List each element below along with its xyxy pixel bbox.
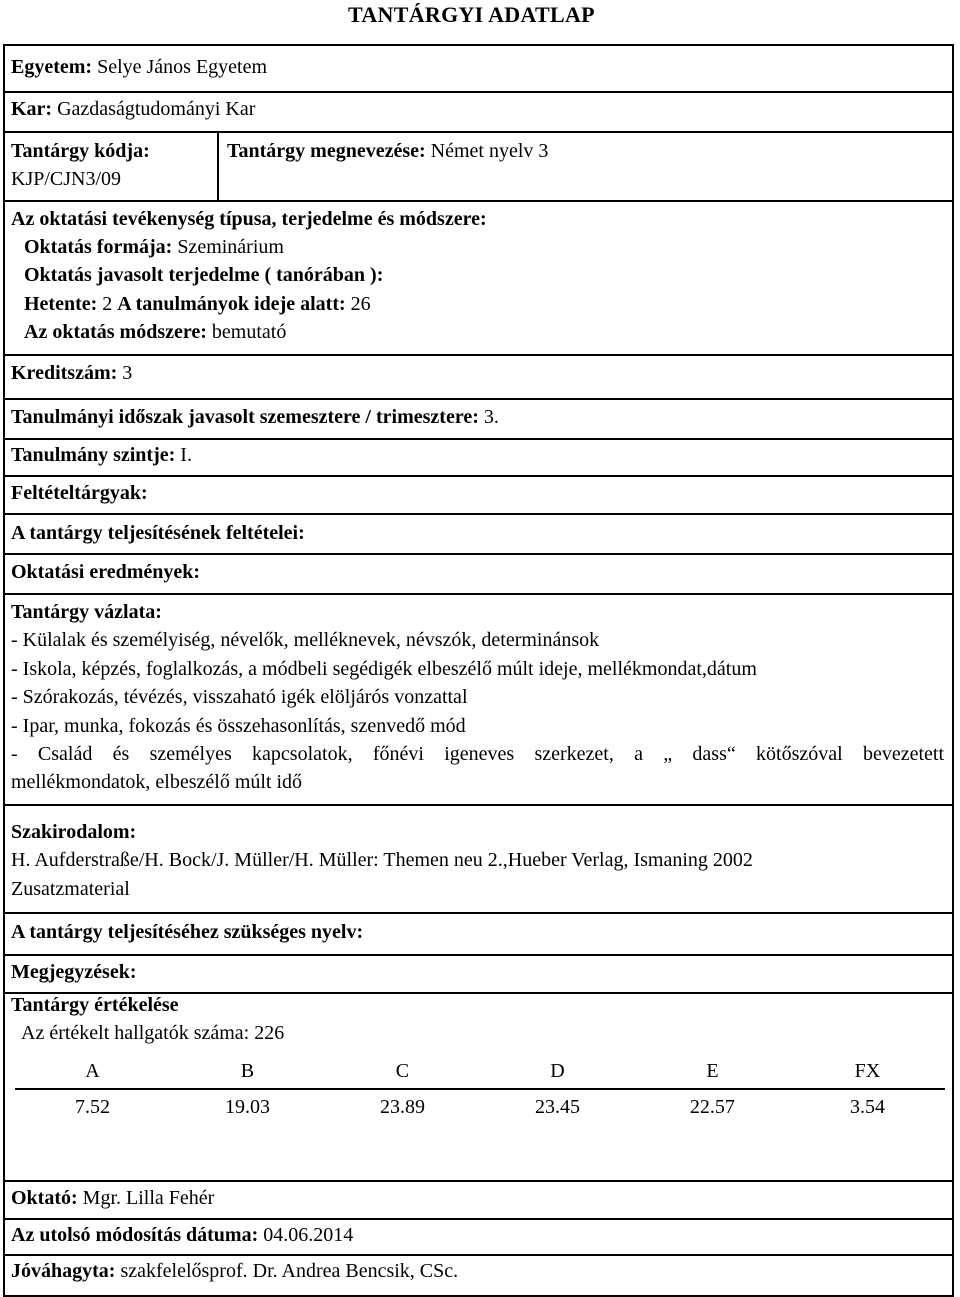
teaching-hours (24, 293, 371, 316)
outline-item: - Szórakozás, tévézés, visszaható igék elöljárós vonzattal (11, 686, 468, 708)
teaching-form-label: Oktatás formája: (24, 236, 173, 258)
grade-percent: 3.54 (849, 1095, 885, 1118)
faculty-value: Gazdaságtudományi Kar (57, 98, 256, 120)
faculty-row (5, 91, 952, 131)
outline-item: - Ipar, munka, fokozás és összehasonlítás, szenvedő mód (11, 715, 466, 737)
outline-item: - Család és személyes kapcsolatok, főnévi igeneves szerkezet, a „ dass“ kötőszóval bevezetett (11, 743, 944, 765)
grade-percent: 7.52 (74, 1095, 110, 1118)
prerequisites-label: Feltételtárgyak: (11, 482, 148, 504)
outline-item: mellékmondatok, elbeszélő múlt idő (11, 771, 303, 793)
credits-value: 3 (122, 362, 133, 384)
semester-value: 3. (483, 406, 499, 428)
course-name-value: Német nyelv 3 (430, 140, 549, 162)
outline-item: - Külalak és személyiség, névelők, melléknevek, névszók, determinánsok (11, 629, 600, 651)
approved-label: Jóváhagyta: (11, 1260, 116, 1282)
teaching-form (24, 236, 284, 259)
teaching-method (24, 321, 286, 344)
outline-item: - Iskola, képzés, foglalkozás, a módbeli segédigék elbeszélő múlt ideje, mellékmondat,dátum (11, 658, 757, 680)
university-value: Selye János Egyetem (97, 56, 268, 78)
modified-row (5, 1218, 952, 1254)
course-name-label: Tantárgy megnevezése: (227, 140, 426, 162)
literature-item: Zusatzmaterial (11, 878, 130, 900)
teacher-label: Oktató: (11, 1187, 78, 1209)
course-code-row (5, 131, 952, 200)
weekly-label: Hetente: (24, 293, 98, 315)
approved-value: szakfelelősprof. Dr. Andrea Bencsik, CSc. (120, 1260, 459, 1282)
university-row (5, 46, 952, 91)
grade-percent: 19.03 (224, 1095, 270, 1118)
grade-header: A (15, 1054, 170, 1089)
teaching-form-value: Szeminárium (177, 236, 284, 258)
course-code-label: Tantárgy kódja: (11, 140, 150, 162)
prerequisites-row (5, 475, 952, 513)
method-label: Az oktatás módszere: (24, 321, 207, 343)
course-datasheet-table (3, 44, 954, 1297)
evaluation-label: Tantárgy értékelése (11, 994, 179, 1016)
grade-header: D (480, 1054, 635, 1089)
level-label: Tanulmány szintje: (11, 444, 176, 466)
literature-item: H. Aufderstraße/H. Bock/J. Müller/H. Müller: Themen neu 2.,Hueber Verlag, Ismaning 2002 (11, 849, 753, 871)
completion-label: A tantárgy teljesítésének feltételei: (11, 522, 305, 544)
credits (11, 362, 132, 385)
language-row (5, 912, 952, 954)
teaching-heading: Az oktatási tevékenység típusa, terjedelme és módszere: (11, 208, 487, 230)
grade-percent: 22.57 (689, 1095, 735, 1118)
grade-percent: 23.45 (534, 1095, 580, 1118)
teacher-value: Mgr. Lilla Fehér (82, 1187, 215, 1209)
approved-row (5, 1254, 952, 1282)
teacher-row (5, 1180, 952, 1218)
semester-label: Tanulmányi időszak javasolt szemesztere / trimesztere: (11, 406, 479, 428)
literature-label: Szakirodalom: (11, 821, 137, 843)
semester-row (5, 398, 952, 438)
document-title: TANTÁRGYI ADATLAP (348, 2, 595, 27)
teaching-section (5, 200, 952, 398)
notes-label: Megjegyzések: (11, 961, 137, 983)
grade-distribution-table (15, 1054, 945, 1124)
completion-row (5, 513, 952, 553)
modified-label: Az utolsó módosítás dátuma: (11, 1224, 259, 1246)
grade-header: E (635, 1054, 790, 1089)
weekly-value: 2 (102, 293, 113, 315)
grade-percent: 23.89 (379, 1095, 425, 1118)
method-value: bemutató (211, 321, 287, 343)
grade-header: FX (790, 1054, 945, 1089)
teaching-scope-label: Oktatás javasolt terjedelme ( tanórában ): (24, 264, 384, 286)
credits-label: Kreditszám: (11, 362, 118, 384)
total-label: A tanulmányok ideje alatt: (117, 293, 346, 315)
total-value: 26 (350, 293, 371, 315)
outline-section (5, 593, 952, 804)
literature-section (5, 804, 952, 912)
outcomes-label: Oktatási eredmények: (11, 561, 201, 583)
outcomes-row (5, 553, 952, 593)
grade-header: B (170, 1054, 325, 1089)
notes-row (5, 954, 952, 992)
language-label: A tantárgy teljesítéséhez szükséges nyelv: (11, 921, 364, 943)
evaluation-section (5, 992, 952, 1180)
outline-label: Tantárgy vázlata: (11, 601, 162, 623)
course-code-value: KJP/CJN3/09 (11, 168, 122, 190)
evaluated-students-count: Az értékelt hallgatók száma: 226 (21, 1022, 285, 1044)
modified-value: 04.06.2014 (263, 1224, 354, 1246)
level-row (5, 438, 952, 475)
university-label: Egyetem: (11, 56, 93, 78)
level-value: I. (180, 444, 192, 466)
grade-header: C (325, 1054, 480, 1089)
faculty-label: Kar: (11, 98, 53, 120)
